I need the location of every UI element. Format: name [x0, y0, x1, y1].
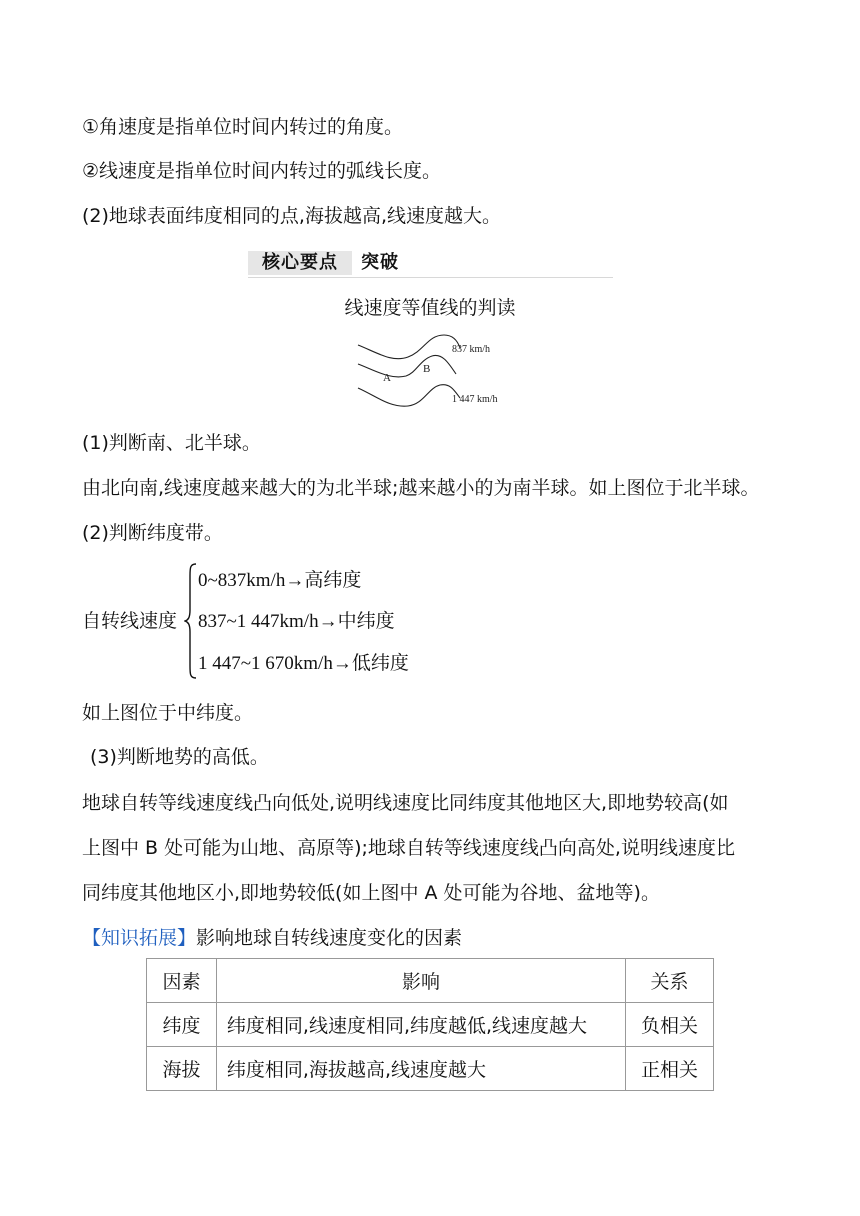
step-2-heading: (2)判断纬度带。 [82, 522, 223, 544]
step-3-heading: (3)判断地势的高低。 [90, 746, 269, 768]
header-factor: 因素 [147, 959, 217, 1003]
banner-label-core: 核心要点 [248, 251, 352, 275]
header-relation: 关系 [626, 959, 714, 1003]
label-1447: 1 447 km/h [452, 394, 498, 405]
header-influence: 影响 [216, 959, 625, 1003]
point-2-altitude: (2)地球表面纬度相同的点,海拔越高,线速度越大。 [82, 205, 501, 227]
knowledge-extension-heading [82, 925, 462, 951]
cell-relation: 负相关 [626, 1003, 714, 1047]
label-837: 837 km/h [452, 344, 491, 355]
step-3-body-line1: 地球自转等线速度线凸向低处,说明线速度比同纬度其他地区大,即地势较高(如 [82, 792, 729, 814]
section-banner [248, 251, 613, 278]
curly-brace-icon [184, 562, 198, 680]
banner-label-breakthrough: 突破 [361, 252, 399, 273]
brace-label: 自转线速度 [82, 610, 178, 632]
step-3-body-line2: 上图中 B 处可能为山地、高原等);地球自转等线速度线凸向高处,说明线速度比 [82, 837, 735, 859]
cell-relation: 正相关 [626, 1047, 714, 1091]
factors-table [146, 958, 714, 1091]
cell-influence: 纬度相同,海拔越高,线速度越大 [216, 1047, 625, 1091]
step-2-body: 如上图位于中纬度。 [82, 702, 254, 724]
step-3-body-line3: 同纬度其他地区小,即地势较低(如上图中 A 处可能为谷地、盆地等)。 [82, 882, 660, 904]
section-title: 线速度等值线的判读 [344, 297, 516, 319]
table-row [147, 1047, 714, 1091]
cell-factor: 纬度 [147, 1003, 217, 1047]
band-low-latitude: 1 447~1 670km/h→低纬度 [198, 653, 409, 674]
isoline-middle [358, 355, 456, 377]
isoline-1447 [358, 385, 460, 407]
band-high-latitude: 0~837km/h→高纬度 [198, 570, 362, 591]
isoline-837 [358, 335, 460, 359]
step-1-heading: (1)判断南、北半球。 [82, 432, 261, 454]
definition-angular-velocity: ①角速度是指单位时间内转过的角度。 [82, 116, 404, 138]
label-a: A [383, 372, 391, 384]
isoline-diagram [350, 330, 520, 415]
table-row [147, 1003, 714, 1047]
band-mid-latitude: 837~1 447km/h→中纬度 [198, 611, 395, 632]
knowledge-extension-title: 影响地球自转线速度变化的因素 [196, 927, 463, 949]
table-header-row [147, 959, 714, 1003]
cell-influence: 纬度相同,线速度相同,纬度越低,线速度越大 [216, 1003, 625, 1047]
label-b: B [423, 363, 431, 375]
definition-linear-velocity: ②线速度是指单位时间内转过的弧线长度。 [82, 160, 442, 182]
knowledge-extension-tag: 【知识拓展】 [82, 927, 197, 949]
step-1-body: 由北向南,线速度越来越大的为北半球;越来越小的为南半球。如上图位于北半球。 [82, 477, 760, 499]
cell-factor: 海拔 [147, 1047, 217, 1091]
